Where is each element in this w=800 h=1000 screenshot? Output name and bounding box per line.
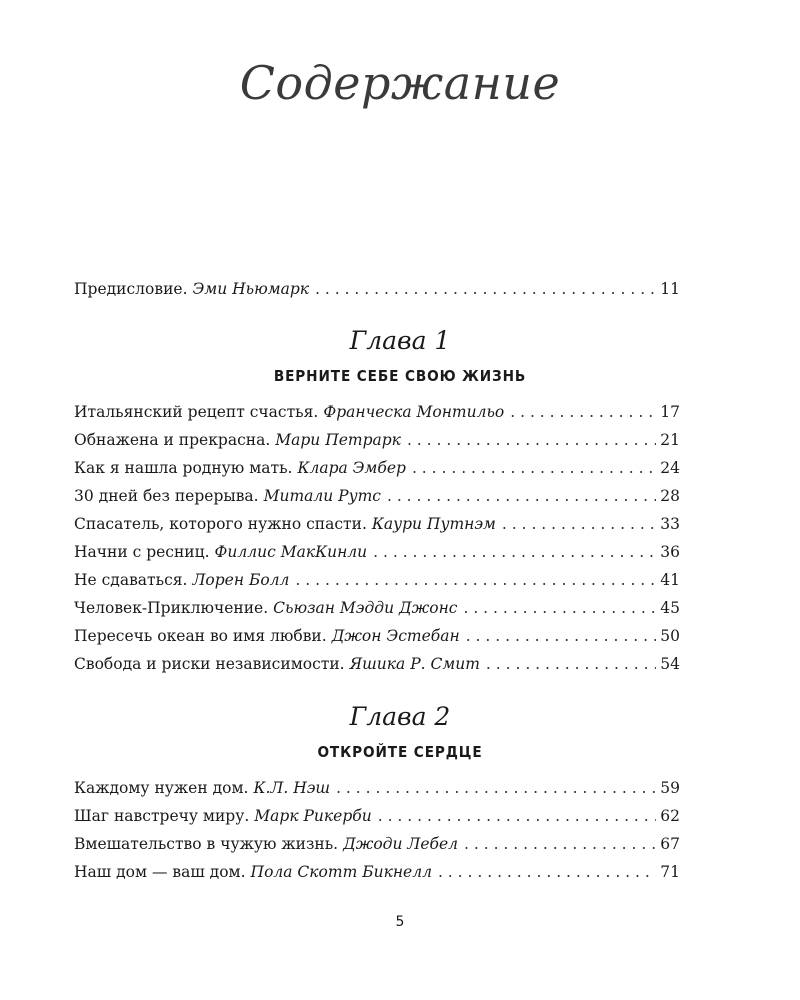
dot-leader <box>466 627 657 645</box>
toc-entry[interactable] <box>74 599 680 621</box>
dot-leader <box>373 543 656 561</box>
entry-page: 17 <box>660 403 680 421</box>
toc-entry[interactable] <box>74 487 680 509</box>
entry-page: 41 <box>660 571 680 589</box>
entry-author: Франческа Монтильо <box>323 403 505 421</box>
entry-title: Не сдаваться. <box>74 571 188 589</box>
page-title: Содержание <box>239 56 561 110</box>
entry-author: Лорен Болл <box>192 571 290 589</box>
entry-page: 33 <box>660 515 680 533</box>
entry-title: Предисловие. <box>74 280 188 298</box>
entry-page: 28 <box>660 487 680 505</box>
entry-page: 67 <box>660 835 680 853</box>
dot-leader <box>315 280 656 298</box>
entry-author: Клара Эмбер <box>297 459 406 477</box>
entry-title: Обнажена и прекрасна. <box>74 431 271 449</box>
entry-author: К.Л. Нэш <box>253 779 331 797</box>
entry-author: Яшика Р. Смит <box>349 655 480 673</box>
toc-entry[interactable] <box>74 779 680 801</box>
toc-entry[interactable] <box>74 403 680 425</box>
dot-leader <box>486 655 656 673</box>
entry-author: Мари Петрарк <box>275 431 401 449</box>
toc-entry[interactable] <box>74 431 680 453</box>
entry-author: Пола Скотт Бикнелл <box>250 863 432 881</box>
entry-page: 21 <box>660 431 680 449</box>
entry-title: 30 дней без перерыва. <box>74 487 259 505</box>
dot-leader <box>464 835 656 853</box>
entry-title: Наш дом — ваш дом. <box>74 863 246 881</box>
page-number: 5 <box>395 914 405 930</box>
toc-entry-preface[interactable] <box>74 280 680 302</box>
toc-entry[interactable] <box>74 863 680 885</box>
entry-page: 45 <box>660 599 680 617</box>
entry-title: Человек-Приключение. <box>74 599 269 617</box>
toc-entry[interactable] <box>74 571 680 593</box>
dot-leader <box>438 863 656 881</box>
entry-title: Итальянский рецепт счастья. <box>74 403 319 421</box>
dot-leader <box>463 599 656 617</box>
dot-leader <box>510 403 656 421</box>
dot-leader <box>336 779 656 797</box>
entry-page: 11 <box>660 280 680 298</box>
entry-author: Джоди Лебел <box>343 835 459 853</box>
toc-entry[interactable] <box>74 515 680 537</box>
entry-author: Каури Путнэм <box>371 515 496 533</box>
toc-entry[interactable] <box>74 627 680 649</box>
entry-page: 59 <box>660 779 680 797</box>
entry-title: Вмешательство в чужую жизнь. <box>74 835 339 853</box>
entry-page: 24 <box>660 459 680 477</box>
entry-title: Как я нашла родную мать. <box>74 459 293 477</box>
entry-author: Эми Ньюмарк <box>192 280 310 298</box>
toc-entry[interactable] <box>74 543 680 565</box>
chapter-2-title: ОТКРОЙТЕ СЕРДЦЕ <box>317 743 483 761</box>
entry-page: 50 <box>660 627 680 645</box>
toc-entry[interactable] <box>74 459 680 481</box>
entry-title: Начни с ресниц. <box>74 543 210 561</box>
entry-author: Сьюзан Мэдди Джонс <box>273 599 458 617</box>
dot-leader <box>502 515 656 533</box>
toc-entry[interactable] <box>74 807 680 829</box>
entry-page: 71 <box>660 863 680 881</box>
entry-author: Митали Рутс <box>263 487 381 505</box>
dot-leader <box>412 459 656 477</box>
dot-leader <box>295 571 656 589</box>
entry-author: Марк Рикерби <box>254 807 372 825</box>
entry-page: 54 <box>660 655 680 673</box>
dot-leader <box>407 431 656 449</box>
entry-author: Джон Эстебан <box>331 627 460 645</box>
entry-page: 62 <box>660 807 680 825</box>
entry-page: 36 <box>660 543 680 561</box>
toc-entry[interactable] <box>74 655 680 677</box>
chapter-1-title: ВЕРНИТЕ СЕБЕ СВОЮ ЖИЗНЬ <box>273 367 527 385</box>
entry-title: Свобода и риски независимости. <box>74 655 345 673</box>
entry-title: Шаг навстречу миру. <box>74 807 250 825</box>
entry-title: Спасатель, которого нужно спасти. <box>74 515 367 533</box>
entry-title: Каждому нужен дом. <box>74 779 249 797</box>
entry-author: Филлис МакКинли <box>214 543 368 561</box>
dot-leader <box>378 807 657 825</box>
toc-entry[interactable] <box>74 835 680 857</box>
chapter-2-label: Глава 2 <box>349 702 451 731</box>
entry-title: Пересечь океан во имя любви. <box>74 627 327 645</box>
chapter-1-label: Глава 1 <box>349 326 451 355</box>
dot-leader <box>387 487 656 505</box>
